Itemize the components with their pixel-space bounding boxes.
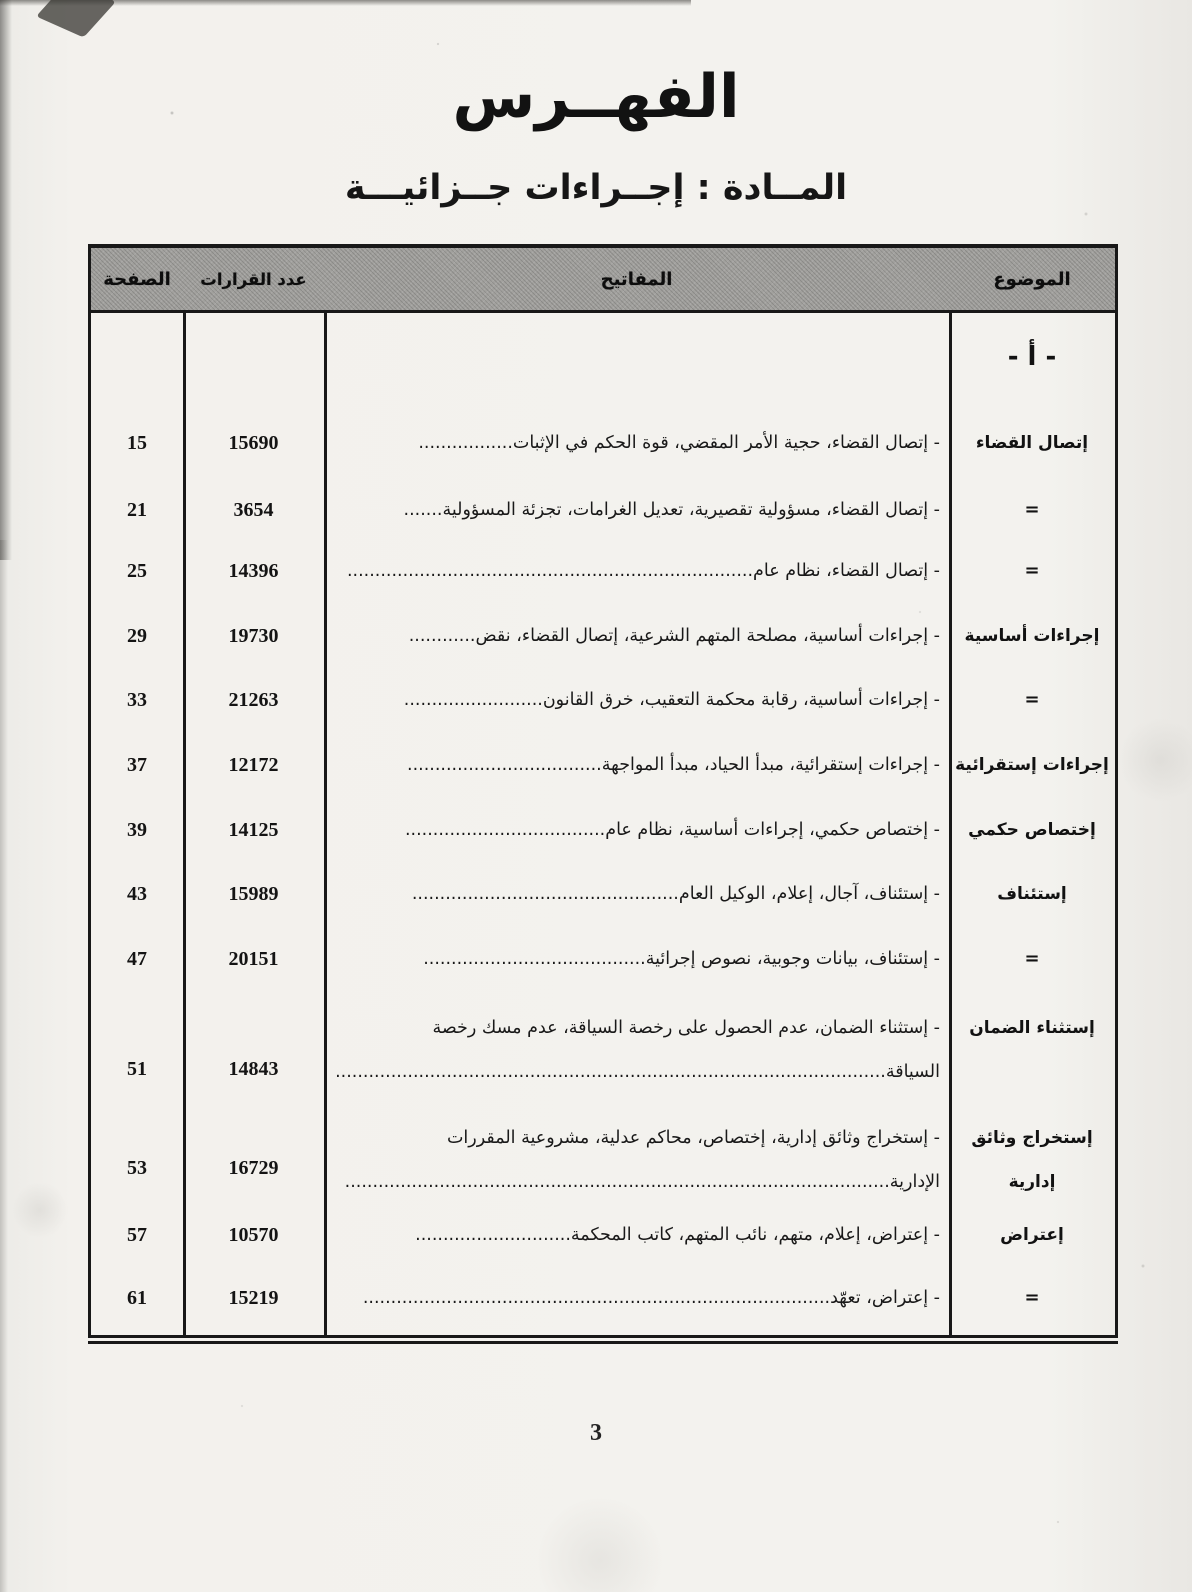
page-cell: 53 — [127, 1157, 147, 1179]
decisions-cell: 3654 — [233, 499, 274, 521]
keys-cell: - إجراءات إستقرائية، مبدأ الحياد، مبدأ المواجهة................................... — [407, 755, 940, 775]
table-body — [91, 313, 1115, 1335]
keys-cell-line2: السياقة................................................................................................... — [335, 1062, 940, 1082]
table-row — [91, 749, 1115, 781]
decisions-cell: 21263 — [228, 689, 279, 711]
decisions-cell: 15690 — [228, 432, 279, 454]
page-cell: 51 — [127, 1058, 147, 1080]
table-row — [91, 494, 1115, 526]
table-row — [91, 878, 1115, 910]
subject-cell: إتصال القضاء — [975, 433, 1089, 453]
table-row — [91, 1219, 1115, 1251]
page-cell: 29 — [127, 625, 147, 647]
keys-cell: - إستئناف، بيانات وجوبية، نصوص إجرائية........................................ — [423, 949, 940, 969]
keys-cell-line1: - إستخراج وثائق إدارية، إختصاص، محاكم عدلية، مشروعية المقررات — [446, 1128, 940, 1148]
decisions-cell: 16729 — [228, 1157, 279, 1179]
subject-cell: إستئناف — [997, 884, 1067, 904]
table-row — [91, 427, 1115, 459]
decisions-cell: 15219 — [228, 1287, 279, 1309]
index-table — [88, 244, 1118, 1338]
table-header-row — [91, 248, 1115, 313]
page-cell: 37 — [127, 754, 147, 776]
page-cell: 47 — [127, 948, 147, 970]
scan-top-shadow — [0, 0, 691, 6]
keys-cell: - إجراءات أساسية، مصلحة المتهم الشرعية، إتصال القضاء، نقض............ — [408, 626, 940, 646]
page-cell: 15 — [127, 432, 147, 454]
page-number: 3 — [590, 1420, 602, 1446]
page-cell: 21 — [127, 499, 147, 521]
decisions-cell: 15989 — [228, 883, 279, 905]
decisions-cell: 12172 — [228, 754, 279, 776]
keys-cell: - إتصال القضاء، حجية الأمر المقضي، قوة الحكم في الإثبات................. — [418, 433, 940, 453]
table-row — [91, 814, 1115, 846]
keys-cell: - إجراءات أساسية، رقابة محكمة التعقيب، خرق القانون......................... — [403, 690, 940, 710]
table-row — [91, 684, 1115, 716]
page-cell: 61 — [127, 1287, 147, 1309]
header-decisions-column: عدد القرارات — [200, 269, 307, 289]
decisions-cell: 14843 — [228, 1058, 279, 1080]
subject-cell: إستثناء الضمان — [969, 1018, 1095, 1038]
subject-cell: = — [1024, 1287, 1040, 1308]
table-row — [91, 1282, 1115, 1314]
decisions-cell: 14125 — [228, 819, 279, 841]
subject-cell: = — [1024, 689, 1040, 710]
page-cell: 25 — [127, 560, 147, 582]
subject-cell: = — [1024, 499, 1040, 520]
table-row — [91, 1006, 1115, 1094]
page-cell: 57 — [127, 1224, 147, 1246]
keys-cell-line2: الإدارية.................................................................................................. — [344, 1172, 940, 1192]
header-page-column: الصفحة — [103, 268, 171, 290]
decisions-cell: 14396 — [228, 560, 279, 582]
decisions-cell: 10570 — [228, 1224, 279, 1246]
page-cell: 33 — [127, 689, 147, 711]
keys-cell: - إختصاص حكمي، إجراءات أساسية، نظام عام.................................... — [404, 820, 940, 840]
decisions-cell: 20151 — [228, 948, 279, 970]
subject-cell: إستخراج وثائق إدارية — [971, 1128, 1093, 1192]
subject-cell: إجراءات إستقرائية — [955, 755, 1109, 775]
page-cell: 43 — [127, 883, 147, 905]
table-row — [91, 1116, 1115, 1204]
section-marker-row — [91, 337, 1115, 377]
keys-cell: - إعتراض، تعهّد.................................................................................... — [362, 1288, 940, 1308]
keys-cell: - إستئناف، آجال، إعلام، الوكيل العام................................................ — [411, 884, 940, 904]
subject-cell: = — [1024, 560, 1040, 581]
header-keys-column: المفاتيح — [600, 268, 673, 290]
keys-cell-line1: - إستثناء الضمان، عدم الحصول على رخصة السياقة، عدم مسك رخصة — [432, 1018, 940, 1038]
subject-cell: إختصاص حكمي — [968, 820, 1096, 840]
table-row — [91, 555, 1115, 587]
document-title: الفهــرس — [452, 62, 740, 132]
subject-cell: إجراءات أساسية — [964, 626, 1100, 646]
section-letter-marker: - أ - — [1007, 342, 1057, 372]
decisions-cell: 19730 — [228, 625, 279, 647]
header-subject-column: الموضوع — [993, 268, 1071, 290]
keys-cell: - إتصال القضاء، نظام عام......................................................................... — [346, 561, 940, 581]
keys-cell: - إتصال القضاء، مسؤولية تقصيرية، تعديل الغرامات، تجزئة المسؤولية....... — [403, 500, 940, 520]
table-row — [91, 620, 1115, 652]
subject-cell: إعتراض — [1000, 1225, 1064, 1245]
keys-cell: - إعتراض، إعلام، متهم، نائب المتهم، كاتب المحكمة............................ — [415, 1225, 940, 1245]
table-row — [91, 943, 1115, 975]
subject-cell: = — [1024, 948, 1040, 969]
document-subtitle: المــادة : إجــراءات جــزائيـــة — [344, 168, 848, 208]
page-cell: 39 — [127, 819, 147, 841]
